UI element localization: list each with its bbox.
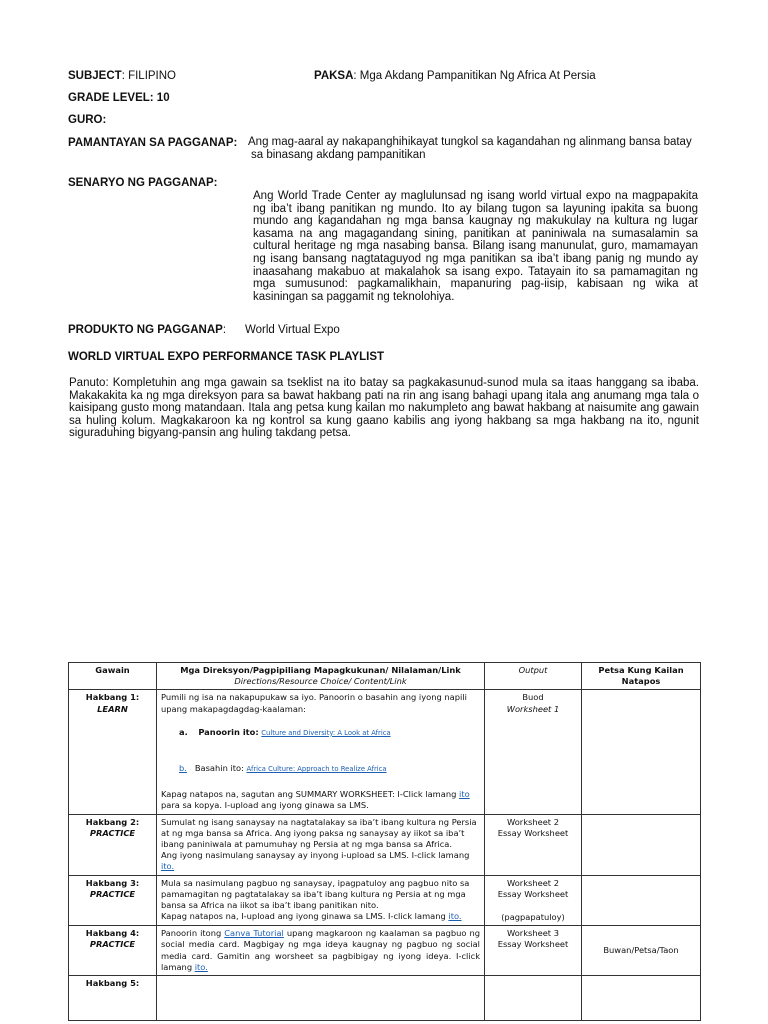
- link-africa-culture[interactable]: Africa Culture: Approach to Realize Africa: [246, 765, 387, 774]
- date-cell[interactable]: [582, 814, 701, 875]
- panuto-text: Panuto: Kompletuhin ang mga gawain sa tseklist na ito batay sa pagkakasunud-sunod mula sa itaas hanggang sa ibaba. Makakakita ka ng mga direksyon para sa bawat hakbang pati na rin ang isang bahagi upang itala ang anumang mga tala o kaisipang gusto mong matandaan. Itala ang petsa kung kailan mo nakumpleto ang bawat hakbang at naisumite ang gawain sa huling kolum. Magkakaroon ka ng kontrol sa kung gaano kabilis ang iyong hakbang sa mga hakbang na ito, ngunit siguraduhing bigyang-pansin ang huling takdang petsa.: [69, 377, 699, 440]
- task-playlist-table: [68, 662, 701, 1021]
- output-cell: Worksheet 3 Essay Worksheet: [485, 926, 582, 976]
- link-upload[interactable]: ito.: [448, 911, 462, 922]
- table-row: [69, 875, 701, 926]
- produkto-line: [68, 323, 226, 337]
- step-cell: Hakbang 2: PRACTICE: [69, 814, 157, 875]
- pamantayan-text: [248, 136, 692, 162]
- output-cell: Buod Worksheet 1: [485, 690, 582, 814]
- date-cell[interactable]: [582, 976, 701, 1021]
- produkto-colon: :: [222, 324, 227, 336]
- paksa-label: PAKSA: [314, 70, 354, 82]
- pamantayan-line-1: Ang mag-aaral ay nakapanghihikayat tungkol sa kagandahan ng alinmang bansa batay: [248, 136, 692, 148]
- option-b: b. Basahin ito: Africa Culture: Approach to Realize Africa: [179, 763, 387, 774]
- step-cell: Hakbang 5:: [69, 976, 157, 1021]
- subject-label: SUBJECT: [68, 70, 122, 82]
- table-row: [69, 690, 701, 814]
- header-direksyon-sub: Directions/Resource Choice/ Content/Link: [234, 676, 407, 687]
- table-header-row: [69, 663, 701, 690]
- header-output: Output: [485, 663, 582, 690]
- date-cell[interactable]: [582, 690, 701, 814]
- date-cell[interactable]: Buwan/Petsa/Taon: [582, 926, 701, 976]
- grade-level: GRADE LEVEL: 10: [68, 92, 170, 104]
- subject-value: : FILIPINO: [121, 70, 177, 82]
- output-cell: [485, 976, 582, 1021]
- senaryo-label: SENARYO NG PAGGANAP:: [68, 177, 218, 189]
- link-upload[interactable]: ito.: [194, 961, 208, 972]
- link-canva-tutorial[interactable]: Canva Tutorial: [224, 928, 284, 939]
- step-cell: Hakbang 1: LEARN: [69, 690, 157, 814]
- step-cell: Hakbang 4: PRACTICE: [69, 926, 157, 976]
- step-cell: Hakbang 3: PRACTICE: [69, 875, 157, 926]
- direction-cell: Sumulat ng isang sanaysay na nagtatalakay sa iba’t ibang kultura ng Persia at ng mga bansa sa Africa. Ang iyong paksa ng sanaysay ay iikot sa iba’t ibang paniniwala at pamumuhay ng Persia at ng mga bansa sa Africa. Ang iyong nasimulang sanaysay ay inyong i-upload sa LMS. I-click lamang ito.: [157, 814, 485, 875]
- pamantayan-line-2: sa binasang akdang pampanitikan: [251, 149, 426, 161]
- direction-cell: Panoorin itong Canva Tutorial upang magkaroon ng kaalaman sa pagbuo ng social media card. Magbigay ng mga ideya kaugnay ng pagbuo ng social media card. Gamitin ang worsheet sa pagbibigay ng iyong ideya. I-click lamang ito.: [157, 926, 485, 976]
- subject-line: [68, 69, 176, 83]
- output-cell: Worksheet 2 Essay Worksheet: [485, 814, 582, 875]
- option-a: a. Panoorin ito: Culture and Diversity: A Look at Africa: [179, 726, 391, 737]
- direction-cell: Mula sa nasimulang pagbuo ng sanaysay, ipagpatuloy ang pagbuo nito sa pamamagitan ng pagtatalakay sa iba’t ibang kultura ng Persia at ng mga bansa sa Africa na iikot sa iba’t ibang panitikan nito. Kapag natapos na, I-upload ang iyong ginawa sa LMS. I-click lamang ito.: [157, 875, 485, 926]
- date-cell[interactable]: [582, 875, 701, 926]
- table-row: [69, 814, 701, 875]
- table-row: [69, 976, 701, 1021]
- paksa-line: [314, 69, 596, 83]
- link-upload[interactable]: ito.: [161, 861, 175, 872]
- header-petsa: Petsa Kung Kailan Natapos: [582, 663, 701, 690]
- produkto-label: PRODUKTO NG PAGGANAP: [68, 324, 223, 336]
- link-summary-worksheet[interactable]: ito: [459, 789, 470, 800]
- header-direksyon: Mga Direksyon/Pagpipiliang Mapagkukunan/ Nilalaman/Link Directions/Resource Choice/ Content/Link: [157, 663, 485, 690]
- link-culture-and-diversity[interactable]: Culture and Diversity: A Look at Africa: [261, 728, 391, 737]
- paksa-value: : Mga Akdang Pampanitikan Ng Africa At Persia: [353, 70, 596, 82]
- header-gawain: Gawain: [69, 663, 157, 690]
- guro-label: GURO:: [68, 114, 107, 126]
- playlist-title: WORLD VIRTUAL EXPO PERFORMANCE TASK PLAYLIST: [68, 351, 385, 363]
- senaryo-text: Ang World Trade Center ay maglulunsad ng isang world virtual expo na magpapakita ng iba’t ibang panitikan ng mundo. Ito ay bilang tugon sa layuning ipakita sa buong mundo ang kagandahan ng mga bansa kaugnay ng makukulay na kultura ng lugar kasama na ang magagandang sining, panitikan at paniniwala na sumasalamin sa cultural heritage ng mga nasabing bansa. Bilang isang manunulat, guro, mamamayan ng isang bansang nagtataguyod ng mga panitikan sa iba’t ibang panig ng mundo ay inaasahang makabuo at makalahok sa isang expo. Tatayain ito sa pamamagitan ng mga sumusunod: pagkamalikhain, mapanuring pag-iisip, kabisaan ng wika at kasiningan sa paggamit ng teknolohiya.: [253, 190, 698, 303]
- direction-cell: [157, 976, 485, 1021]
- table-row: [69, 926, 701, 976]
- output-cell: Worksheet 2 Essay Worksheet (pagpapatuloy): [485, 875, 582, 926]
- produkto-value: World Virtual Expo: [245, 324, 340, 336]
- pamantayan-label: PAMANTAYAN SA PAGGANAP:: [68, 137, 238, 149]
- direction-cell: Pumili ng isa na nakapupukaw sa iyo. Panoorin o basahin ang iyong napili upang makapagdagdag-kaalaman: a. Panoorin ito: Culture and Diversity: A Look at Africa b. Basahin ito: Africa Culture: Approach to Realize Africa Kapag natapos na, sagutan ang SUMMARY WORKSHEET: I-Click lamang ito para sa kopya. I-upload ang iyong ginawa sa LMS.: [157, 690, 485, 814]
